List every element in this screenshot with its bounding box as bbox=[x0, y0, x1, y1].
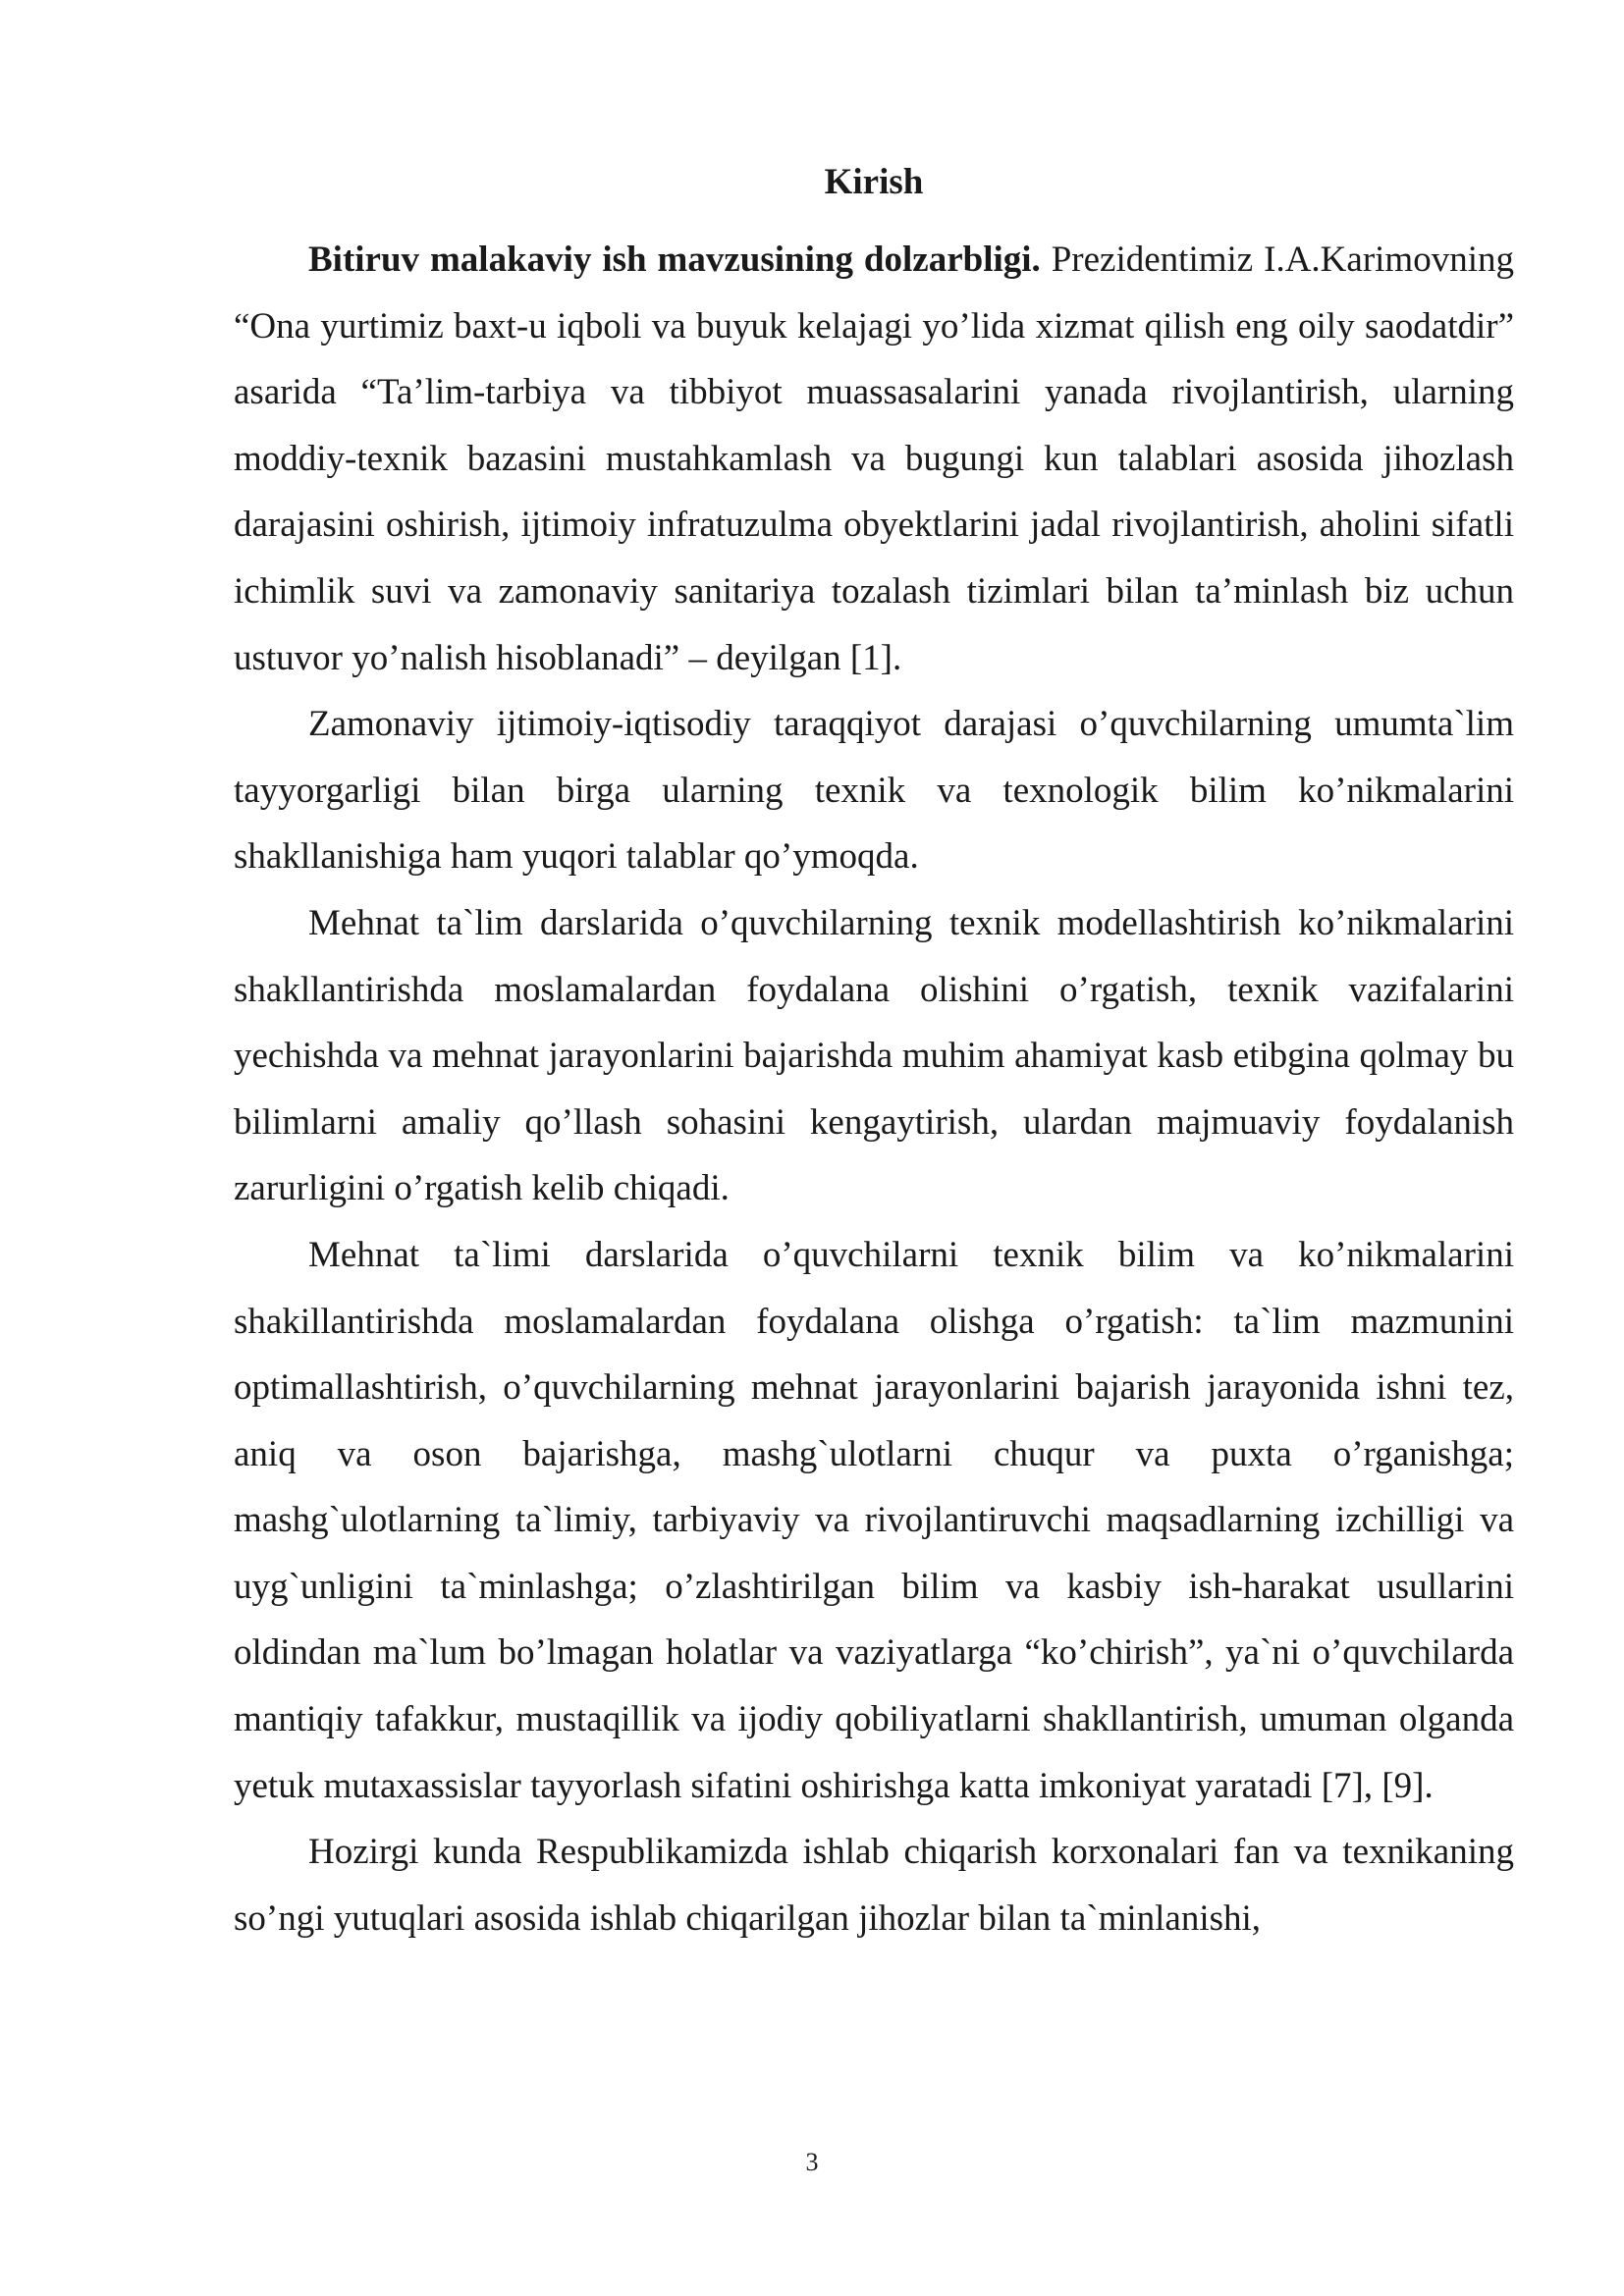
paragraph-current-day: Hozirgi kunda Respublikamizda ishlab chiqarish korxonalari fan va texnikaning so’ngi yutuqlari asosida ishlab chiqarilgan jihozlar bilan ta`minlanishi, bbox=[234, 1832, 1514, 1939]
paragraph-text: Prezidentimiz I.A.Karimovning “Ona yurtimiz baxt-u iqboli va buyuk kelajagi yo’lida xizmat qilish eng oily saodatdir” asarida “Ta’lim-tarbiya va tibbiyot muassasalarini yanada rivojlantirish, ularning moddiy-texnik bazasini mustahkamlash va bugungi kun talablari asosida jihozlash darajasini oshirish, ijtimoiy infratuzulma obyektlarini jadal rivojlantirish, aholini sifatli ichimlik suvi va zamonaviy sanitariya tozalash tizimlari bilan ta’minlash biz uchun ustuvor yo’nalish hisoblanadi” – deyilgan [1]. bbox=[234, 240, 1514, 678]
paragraph-teaching-skills: Mehnat ta`limi darslarida o’quvchilarni texnik bilim va ko’nikmalarini shakillantirishda moslamalardan foydalana olishga o’rgatish: ta`lim mazmunini optimallashtirish, o’quvchilarning mehnat jarayonlarini bajarish jarayonida ishni tez, aniq va oson bajarishga, mashg`ulotlarni chuqur va puxta o’rganishga; mashg`ulotlarning ta`limiy, tarbiyaviy va rivojlantiruvchi maqsadlarning izchilligi va uyg`unligini ta`minlashga; o’zlashtirilgan bilim va kasbiy ish-harakat usullarini oldindan ma`lum bo’lmagan holatlar va vaziyatlarga “ko’chirish”, ya`ni o’quvchilarda mantiqiy tafakkur, mustaqillik va ijodiy qobiliyatlarni shakllantirish, umuman olganda yetuk mutaxassislar tayyorlash sifatini oshirishga katta imkoniyat yaratadi [7], [9]. bbox=[234, 1234, 1514, 1806]
paragraph-development: Zamonaviy ijtimoiy-iqtisodiy taraqqiyot darajasi o’quvchilarning umumta`lim tayyorgarligi bilan birga ularning texnik va texnologik bilim ko’nikmalarini shakllanishiga ham yuqori talablar qo’ymoqda. bbox=[234, 704, 1514, 878]
paragraph-labor-lessons: Mehnat ta`lim darslarida o’quvchilarning texnik modellashtirish ko’nikmalarini shakllantirishda moslamalardan foydalana olishini o’rgatish, texnik vazifalarini yechishda va mehnat jarayonlarini bajarishda muhim ahamiyat kasb etibgina qolmay bu bilimlarni amaliy qo’llash sohasini kengaytirish, ulardan majmuaviy foydalanish zarurligini o’rgatish kelib chiqadi. bbox=[234, 902, 1514, 1209]
paragraph-relevance bbox=[234, 227, 1514, 691]
page-number: 3 bbox=[805, 2148, 819, 2176]
paragraph-lead-bold: Bitiruv malakaviy ish mavzusining dolzarbligi. bbox=[308, 240, 1041, 280]
section-title: Kirish bbox=[824, 162, 924, 202]
page-content bbox=[234, 149, 1514, 1951]
